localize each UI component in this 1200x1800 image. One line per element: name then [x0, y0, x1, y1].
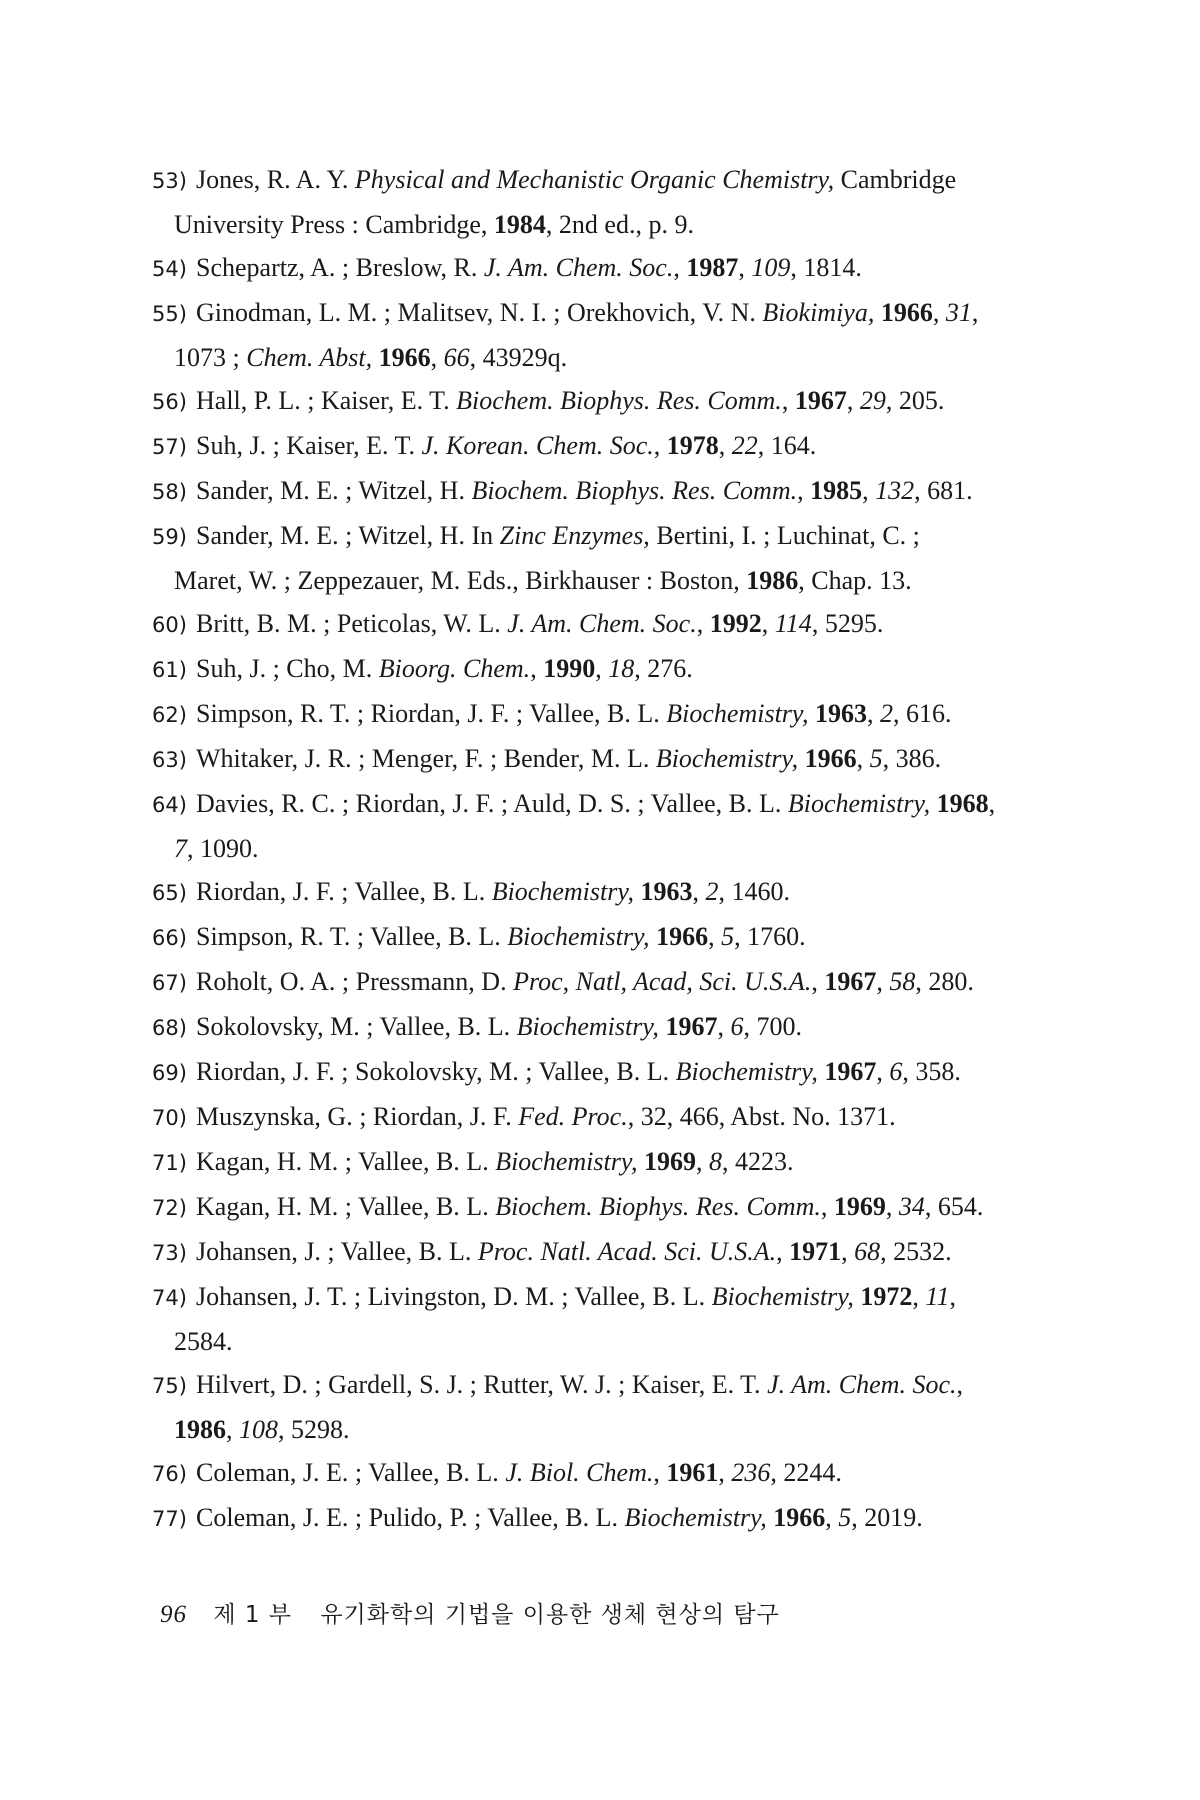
- reference-item: [152, 246, 1052, 291]
- reference-text-line: Hilvert, D. ; Gardell, S. J. ; Rutter, W. J. ; Kaiser, E. T. J. Am. Chem. Soc.,: [196, 1370, 963, 1399]
- reference-text-line: Schepartz, A. ; Breslow, R. J. Am. Chem. Soc., 1987, 109, 1814.: [196, 253, 862, 282]
- reference-item: [152, 737, 1052, 782]
- reference-item: [152, 782, 1052, 870]
- reference-number: 58): [152, 480, 187, 504]
- reference-list: [152, 158, 1052, 1541]
- reference-text-line: Jones, R. A. Y. Physical and Mechanistic Organic Chemistry, Cambridge: [196, 165, 957, 194]
- reference-text-line: Suh, J. ; Kaiser, E. T. J. Korean. Chem. Soc., 1978, 22, 164.: [196, 431, 817, 460]
- reference-text-line: Britt, B. M. ; Peticolas, W. L. J. Am. Chem. Soc., 1992, 114, 5295.: [196, 609, 884, 638]
- page-footer: [160, 1596, 780, 1629]
- reference-item: [152, 158, 1052, 246]
- reference-text-continuation: 2584.: [174, 1327, 233, 1356]
- reference-number: 70): [152, 1106, 187, 1130]
- reference-text-continuation: 1073 ; Chem. Abst, 1966, 66, 43929q.: [174, 343, 568, 372]
- reference-item: [152, 602, 1052, 647]
- reference-item: [152, 291, 1052, 379]
- reference-text-continuation: University Press : Cambridge, 1984, 2nd ed., p. 9.: [174, 210, 694, 239]
- reference-number: 56): [152, 390, 187, 414]
- reference-number: 66): [152, 926, 187, 950]
- reference-number: 54): [152, 257, 187, 281]
- reference-item: [152, 1095, 1052, 1140]
- reference-text-line: Kagan, H. M. ; Vallee, B. L. Biochemistry, 1969, 8, 4223.: [196, 1147, 794, 1176]
- reference-text-line: Sander, M. E. ; Witzel, H. In Zinc Enzymes, Bertini, I. ; Luchinat, C. ;: [196, 521, 920, 550]
- reference-text-line: Ginodman, L. M. ; Malitsev, N. I. ; Orekhovich, V. N. Biokimiya, 1966, 31,: [196, 298, 979, 327]
- reference-item: [152, 1140, 1052, 1185]
- reference-item: [152, 1005, 1052, 1050]
- reference-number: 67): [152, 971, 187, 995]
- reference-text-line: Simpson, R. T. ; Vallee, B. L. Biochemistry, 1966, 5, 1760.: [196, 922, 806, 951]
- reference-text-line: Suh, J. ; Cho, M. Bioorg. Chem., 1990, 18, 276.: [196, 654, 693, 683]
- reference-item: [152, 514, 1052, 602]
- reference-text-line: Johansen, J. ; Vallee, B. L. Proc. Natl. Acad. Sci. U.S.A., 1971, 68, 2532.: [196, 1237, 952, 1266]
- reference-item: [152, 1451, 1052, 1496]
- reference-text-line: Kagan, H. M. ; Vallee, B. L. Biochem. Biophys. Res. Comm., 1969, 34, 654.: [196, 1192, 984, 1221]
- reference-item: [152, 1496, 1052, 1541]
- reference-text-line: Muszynska, G. ; Riordan, J. F. Fed. Proc., 32, 466, Abst. No. 1371.: [196, 1102, 896, 1131]
- reference-number: 71): [152, 1151, 187, 1175]
- reference-item: [152, 692, 1052, 737]
- reference-text-line: Sokolovsky, M. ; Vallee, B. L. Biochemistry, 1967, 6, 700.: [196, 1012, 802, 1041]
- reference-number: 53): [152, 169, 187, 193]
- reference-item: [152, 915, 1052, 960]
- reference-number: 75): [152, 1374, 187, 1398]
- reference-item: [152, 870, 1052, 915]
- reference-text-line: Coleman, J. E. ; Pulido, P. ; Vallee, B. L. Biochemistry, 1966, 5, 2019.: [196, 1503, 923, 1532]
- reference-item: [152, 1275, 1052, 1363]
- reference-text-continuation: 7, 1090.: [174, 834, 259, 863]
- reference-number: 59): [152, 525, 187, 549]
- reference-item: [152, 1363, 1052, 1451]
- reference-number: 57): [152, 435, 187, 459]
- reference-number: 64): [152, 793, 187, 817]
- reference-text-line: Johansen, J. T. ; Livingston, D. M. ; Vallee, B. L. Biochemistry, 1972, 11,: [196, 1282, 956, 1311]
- reference-number: 62): [152, 703, 187, 727]
- reference-text-line: Davies, R. C. ; Riordan, J. F. ; Auld, D. S. ; Vallee, B. L. Biochemistry, 1968,: [196, 789, 996, 818]
- reference-number: 63): [152, 748, 187, 772]
- reference-item: [152, 469, 1052, 514]
- reference-number: 73): [152, 1241, 187, 1265]
- reference-text-line: Coleman, J. E. ; Vallee, B. L. J. Biol. Chem., 1961, 236, 2244.: [196, 1458, 842, 1487]
- reference-text-line: Riordan, J. F. ; Sokolovsky, M. ; Vallee, B. L. Biochemistry, 1967, 6, 358.: [196, 1057, 961, 1086]
- reference-item: [152, 1230, 1052, 1275]
- reference-item: [152, 1050, 1052, 1095]
- reference-number: 68): [152, 1016, 187, 1040]
- reference-item: [152, 1185, 1052, 1230]
- reference-number: 55): [152, 302, 187, 326]
- reference-text-line: Simpson, R. T. ; Riordan, J. F. ; Vallee, B. L. Biochemistry, 1963, 2, 616.: [196, 699, 952, 728]
- reference-number: 61): [152, 658, 187, 682]
- reference-item: [152, 960, 1052, 1005]
- reference-number: 65): [152, 881, 187, 905]
- reference-number: 69): [152, 1061, 187, 1085]
- reference-number: 74): [152, 1286, 187, 1310]
- reference-item: [152, 379, 1052, 424]
- reference-number: 76): [152, 1462, 187, 1486]
- reference-number: 72): [152, 1196, 187, 1220]
- reference-text-continuation: 1986, 108, 5298.: [174, 1415, 350, 1444]
- reference-text-line: Whitaker, J. R. ; Menger, F. ; Bender, M. L. Biochemistry, 1966, 5, 386.: [196, 744, 942, 773]
- reference-item: [152, 424, 1052, 469]
- reference-text-line: Riordan, J. F. ; Vallee, B. L. Biochemistry, 1963, 2, 1460.: [196, 877, 790, 906]
- reference-number: 60): [152, 613, 187, 637]
- page-number: 96: [160, 1601, 187, 1628]
- reference-item: [152, 647, 1052, 692]
- reference-number: 77): [152, 1507, 187, 1531]
- reference-text-continuation: Maret, W. ; Zeppezauer, M. Eds., Birkhauser : Boston, 1986, Chap. 13.: [174, 566, 912, 595]
- reference-text-line: Hall, P. L. ; Kaiser, E. T. Biochem. Biophys. Res. Comm., 1967, 29, 205.: [196, 386, 945, 415]
- reference-text-line: Roholt, O. A. ; Pressmann, D. Proc, Natl, Acad, Sci. U.S.A., 1967, 58, 280.: [196, 967, 974, 996]
- reference-text-line: Sander, M. E. ; Witzel, H. Biochem. Biophys. Res. Comm., 1985, 132, 681.: [196, 476, 973, 505]
- footer-book-title: 유기화학의 기법을 이용한 생체 현상의 탐구: [320, 1602, 780, 1628]
- footer-part-label: 제 1 부: [213, 1602, 293, 1628]
